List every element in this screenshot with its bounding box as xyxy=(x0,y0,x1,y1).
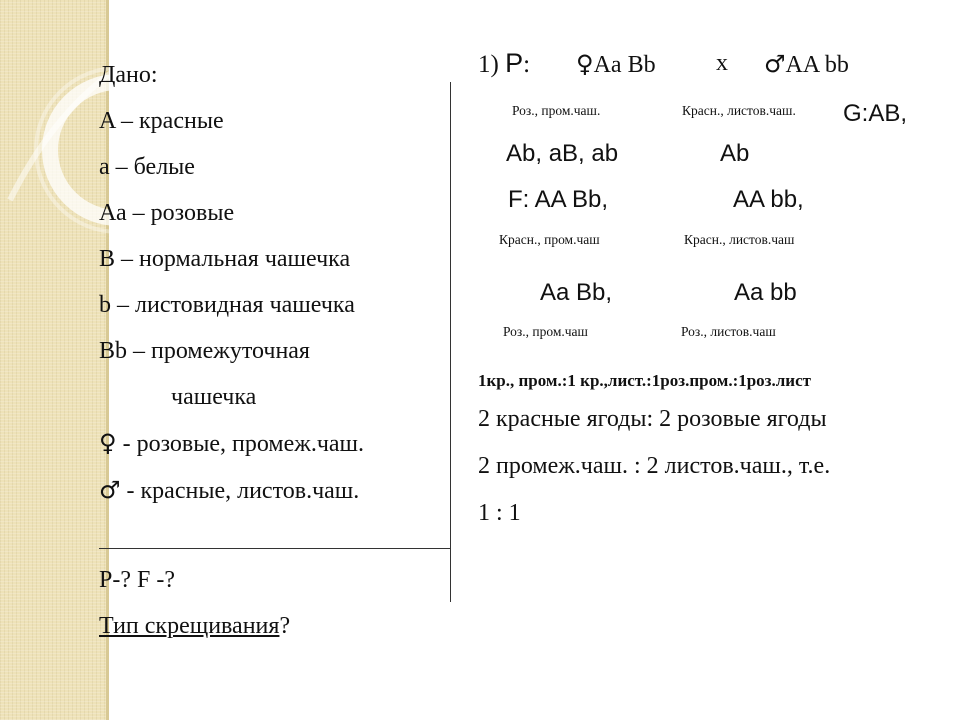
parent-female-phenotype: Роз., пром.чаш. xyxy=(512,103,601,118)
parent-colon: : xyxy=(523,51,531,78)
decorative-sidebar xyxy=(0,0,106,720)
result-line-1: 2 красные ягоды: 2 розовые ягоды xyxy=(478,406,827,432)
offspring-2-phenotype: Красн., листов.чаш xyxy=(684,232,795,247)
result-line-2: 2 промеж.чаш. : 2 листов.чаш., т.е. xyxy=(478,453,831,479)
female-symbol-icon: ♀ xyxy=(576,50,594,78)
parent-male-phenotype: Красн., листов.чаш. xyxy=(682,103,796,118)
given-line: B – нормальная чашечка xyxy=(99,246,351,272)
given-title: Дано: xyxy=(99,62,158,88)
given-line: Bb – промежуточная xyxy=(99,338,310,364)
question-type-label: Тип скрещивания xyxy=(99,613,280,639)
offspring-1: F: AA Bb, xyxy=(508,186,609,213)
solution-p-line xyxy=(478,48,530,79)
given-line: чашечка xyxy=(171,384,257,410)
gametes-female: Ab, aB, ab xyxy=(506,140,619,167)
given-line: Аа – розовые xyxy=(99,200,235,226)
offspring-2: AA bb, xyxy=(733,186,804,213)
given-line: A – красные xyxy=(99,108,224,134)
parent-male xyxy=(764,50,849,79)
offspring-1-phenotype: Красн., пром.чаш xyxy=(499,232,600,247)
given-line: а – белые xyxy=(99,154,195,180)
parent-female xyxy=(576,50,656,79)
parent-label: P xyxy=(505,48,524,78)
offspring-3: Aa Bb, xyxy=(540,279,613,306)
parent-female-genotype: Aa Bb xyxy=(593,52,656,78)
question-type xyxy=(99,603,290,649)
gametes-label: G:AB, xyxy=(843,100,908,127)
result-line-3: 1 : 1 xyxy=(478,500,521,526)
solution-number: 1) xyxy=(478,51,506,78)
question-block xyxy=(99,557,290,649)
offspring-4-phenotype: Роз., листов.чаш xyxy=(681,324,776,339)
female-symbol-icon: ♀ xyxy=(99,429,117,457)
offspring-3-phenotype: Роз., пром.чаш xyxy=(503,324,588,339)
given-male-line xyxy=(99,467,364,514)
gametes-male: Ab xyxy=(720,140,750,167)
given-female-line xyxy=(99,420,364,467)
question-pf: P-? F -? xyxy=(99,567,175,593)
given-line: b – листовидная чашечка xyxy=(99,292,355,318)
male-symbol-icon: ♂ xyxy=(99,476,121,504)
phenotype-ratio: 1кр., пром.:1 кр.,лист.:1роз.пром.:1роз.лист xyxy=(478,371,811,390)
vertical-divider xyxy=(450,82,451,602)
given-female-text: - розовые, промеж.чаш. xyxy=(116,431,365,457)
horizontal-divider xyxy=(99,548,450,549)
parent-male-genotype: AA bb xyxy=(785,52,849,78)
given-block xyxy=(99,52,364,514)
cross-sign: x xyxy=(716,50,728,76)
given-male-text: - красные, листов.чаш. xyxy=(120,478,360,504)
male-symbol-icon: ♂ xyxy=(764,50,786,78)
offspring-4: Aa bb xyxy=(734,279,797,306)
question-mark: ? xyxy=(279,613,291,639)
